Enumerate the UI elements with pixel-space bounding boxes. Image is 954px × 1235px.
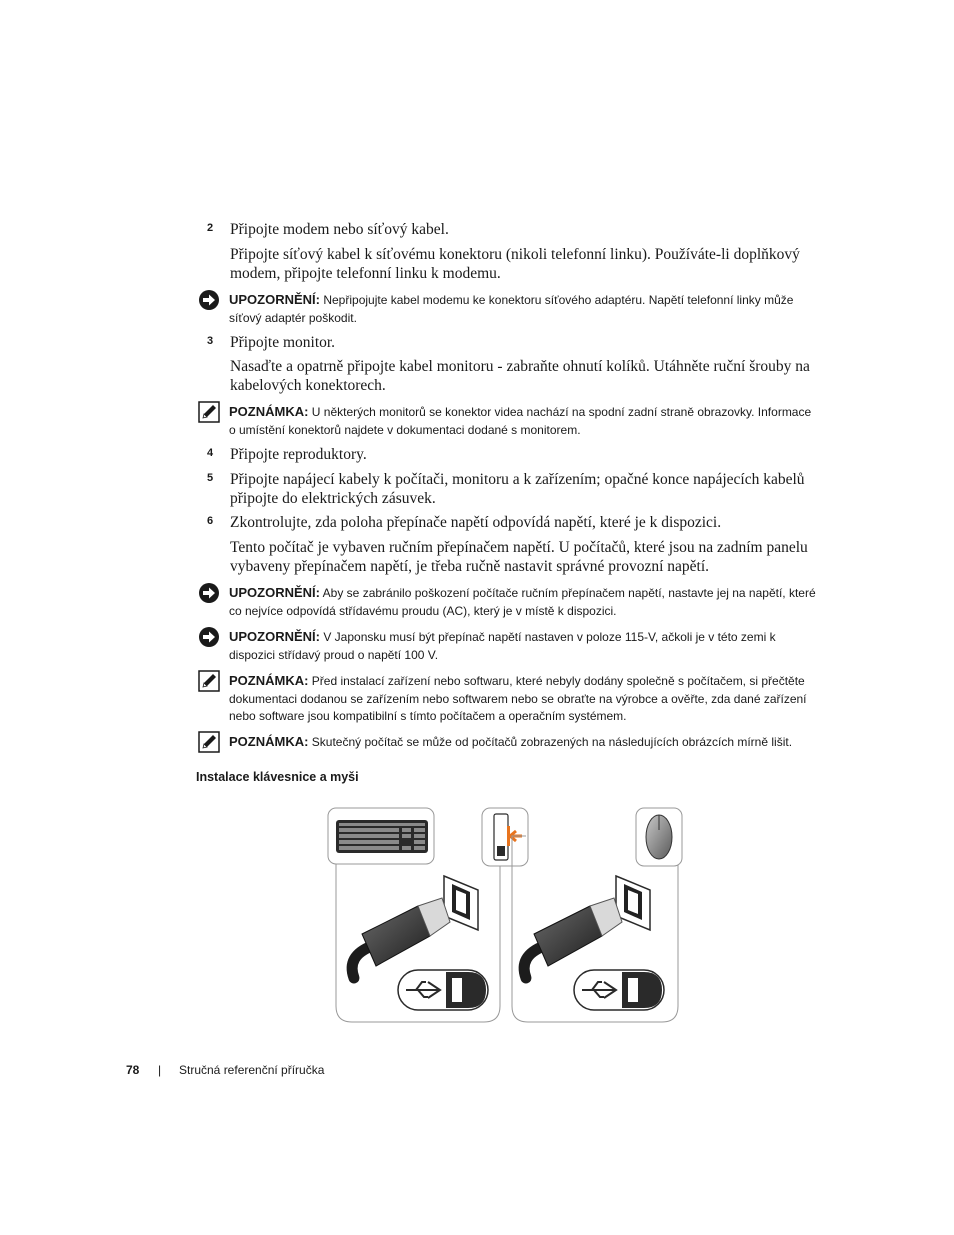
footer-title: Stručná referenční příručka [179, 1063, 325, 1077]
footer-separator: | [158, 1063, 162, 1077]
section-heading: Instalace klávesnice a myši [196, 770, 359, 784]
step-body: Nasaďte a opatrně připojte kabel monitoru - zabraňte ohnutí kolíků. Utáhněte ruční šrouby na kabelových konektorech. [230, 358, 810, 394]
notice-label: UPOZORNĚNÍ: [229, 629, 320, 644]
notice [229, 584, 819, 620]
notice [229, 291, 819, 327]
step-title: Připojte napájecí kabely k počítači, monitoru a k zařízením; opačné konce napájecích kabelů připojte do elektrických zásuvek. [230, 471, 805, 507]
step-number: 5 [207, 472, 214, 484]
notice-text: Aby se zabránilo poškození počítače ručním přepínačem napětí, nastavte jej na napětí, které co nejvíce odpovídá střídavému proudu (AC), který je v místě k dispozici. [229, 586, 816, 618]
note-text: Skutečný počítač se může od počítačů zobrazených na následujících obrázcích mírně lišit. [311, 735, 793, 749]
notice-icon [198, 626, 220, 648]
keyboard-mouse-illustration [326, 806, 686, 1026]
mouse-panel [512, 808, 682, 1022]
note-pencil-icon [198, 670, 220, 692]
step-body: Připojte síťový kabel k síťovému konektoru (nikoli telefonní linku). Používáte-li doplňkový modem, připojte telefonní linku k modemu. [230, 246, 800, 282]
step-number: 6 [207, 515, 214, 527]
note-label: POZNÁMKA: [229, 734, 309, 749]
step-title: Zkontrolujte, zda poloha přepínače napětí odpovídá napětí, které je k dispozici. [230, 514, 722, 531]
notice-label: UPOZORNĚNÍ: [229, 585, 320, 600]
note-text: U některých monitorů se konektor videa nachází na spodní zadní straně obrazovky. Informace o umístění konektorů najdete v dokumentaci dodané s monitorem. [229, 405, 812, 437]
computer-icon [482, 808, 528, 866]
note [229, 403, 819, 439]
note-text: Před instalací zařízení nebo softwaru, které nebyly dodány společně s počítačem, si přečtěte dokumentaci dodanou se zařízením nebo softwarem nebo se obraťte na výrobce a ověřte, zda dané zařízení nebo software jsou kompatibilní s tímto počítačem a operačním systémem. [229, 674, 807, 723]
notice-text: Nepřipojujte kabel modemu ke konektoru síťového adaptéru. Napětí telefonní linky může síťový adaptér poškodit. [229, 293, 794, 325]
note-pencil-icon [198, 401, 220, 423]
notice-text: V Japonsku musí být přepínač napětí nastaven v poloze 115-V, ačkoli je v této zemi k dispozici střídavý proud o napětí 100 V. [229, 630, 776, 662]
note-label: POZNÁMKA: [229, 404, 309, 419]
step-title: Připojte reproduktory. [230, 446, 367, 463]
notice-icon [198, 582, 220, 604]
keyboard-panel [328, 808, 500, 1022]
notice-label: UPOZORNĚNÍ: [229, 292, 320, 307]
step-number: 3 [207, 335, 214, 347]
step-number: 4 [207, 447, 214, 459]
step-title: Připojte monitor. [230, 334, 336, 351]
notice [229, 628, 819, 664]
notice-icon [198, 289, 220, 311]
note [229, 672, 819, 726]
step-title: Připojte modem nebo síťový kabel. [230, 221, 449, 238]
step-body: Tento počítač je vybaven ručním přepínačem napětí. U počítačů, které jsou na zadním panelu vybaveny přepínačem napětí, je třeba ručně nastavit správné provozní napětí. [230, 539, 808, 575]
step-number: 2 [207, 222, 214, 234]
page-number: 78 [126, 1063, 140, 1077]
note-pencil-icon [198, 731, 220, 753]
note-label: POZNÁMKA: [229, 673, 309, 688]
note [229, 733, 819, 752]
